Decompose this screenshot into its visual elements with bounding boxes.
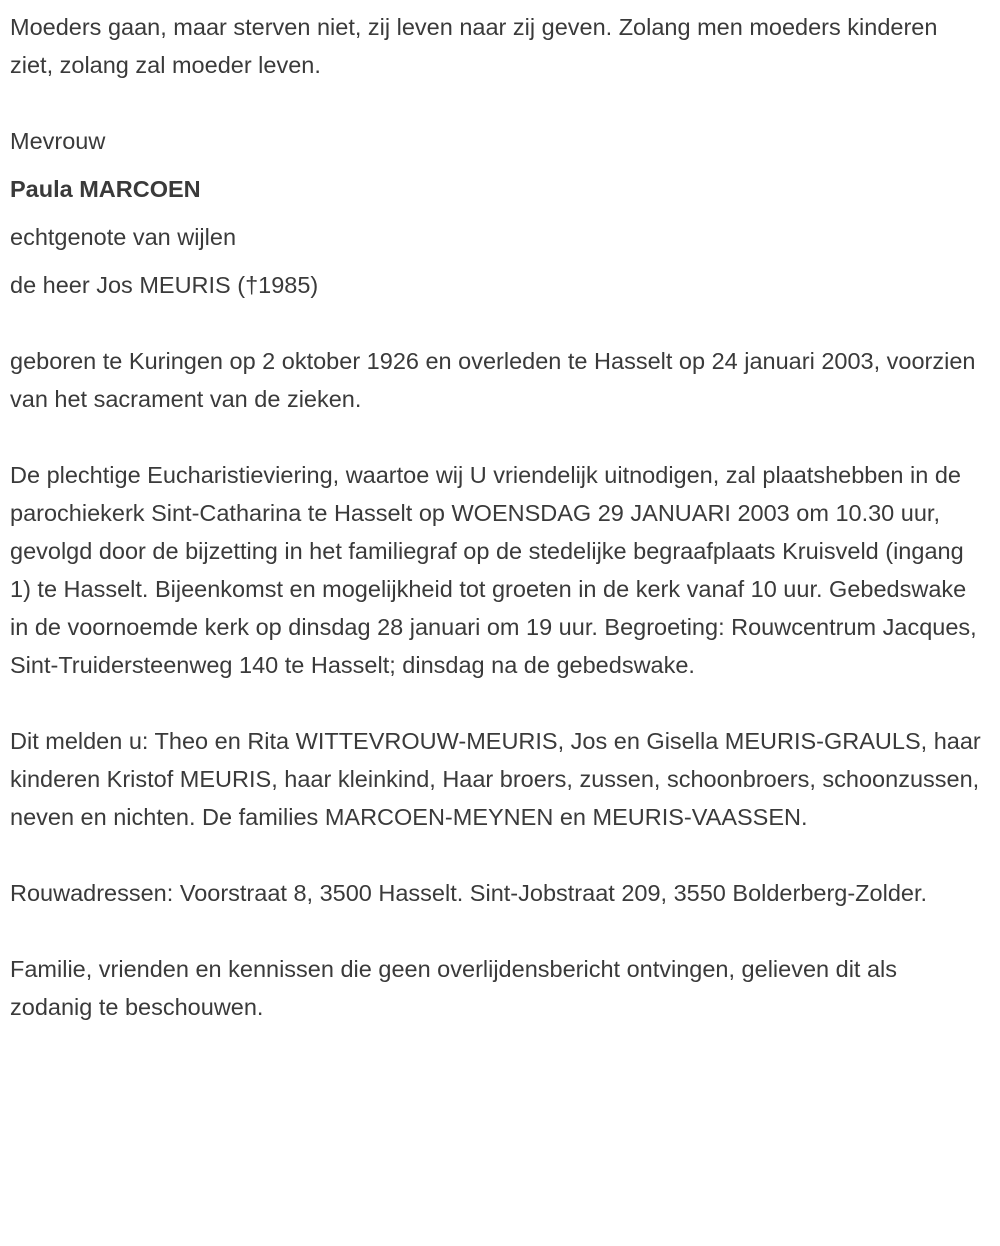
relation-line: echtgenote van wijlen [10, 224, 237, 250]
opening-quote: Moeders gaan, maar sterven niet, zij leven naar zij geven. Zolang men moeders kinderen ziet, zolang zal moeder leven. [10, 14, 938, 78]
spouse-line: de heer Jos MEURIS (†1985) [10, 272, 319, 298]
salutation: Mevrouw [10, 128, 106, 154]
birth-death-paragraph: geboren te Kuringen op 2 oktober 1926 en overleden te Hasselt op 24 januari 2003, voorzien van het sacrament van de zieken. [10, 348, 976, 412]
mourning-addresses-paragraph: Rouwadressen: Voorstraat 8, 3500 Hasselt. Sint-Jobstraat 209, 3550 Bolderberg-Zolder. [10, 880, 928, 906]
deceased-name: Paula MARCOEN [10, 176, 201, 202]
family-announcement-paragraph: Dit melden u: Theo en Rita WITTEVROUW-MEURIS, Jos en Gisella MEURIS-GRAULS, haar kinderen Kristof MEURIS, haar kleinkind, Haar broers, zussen, schoonbroers, schoonzussen, neven en nichten. De families MARCOEN-MEYNEN en MEURIS-VAASSEN. [10, 728, 981, 830]
service-details-paragraph: De plechtige Eucharistieviering, waartoe wij U vriendelijk uitnodigen, zal plaatshebben in de parochiekerk Sint-Catharina te Hasselt op WOENSDAG 29 JANUARI 2003 om 10.30 uur, gevolgd door de bijzetting in het familiegraf op de stedelijke begraafplaats Kruisveld (ingang 1) te Hasselt. Bijeenkomst en mogelijkheid tot groeten in de kerk vanaf 10 uur. Gebedswake in de voornoemde kerk op dinsdag 28 januari om 19 uur. Begroeting: Rouwcentrum Jacques, Sint-Truidersteenweg 140 te Hasselt; dinsdag na de gebedswake. [10, 462, 977, 678]
closing-notice-paragraph: Familie, vrienden en kennissen die geen overlijdensbericht ontvingen, gelieven dit als zodanig te beschouwen. [10, 956, 898, 1020]
obituary-document [10, 8, 984, 1026]
